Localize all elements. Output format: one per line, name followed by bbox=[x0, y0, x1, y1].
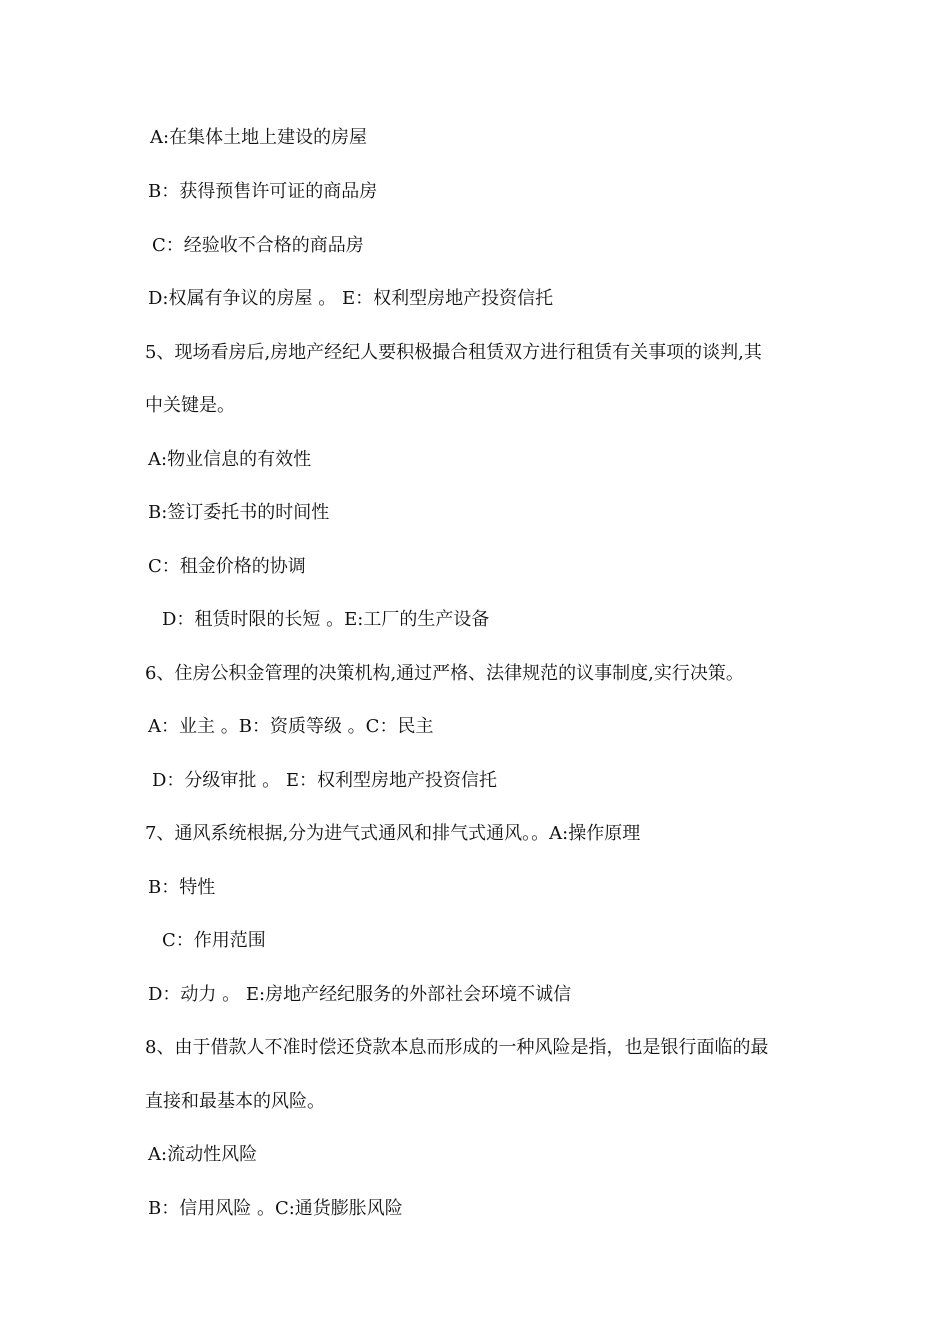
option-line: D：分级审批 。 E：权利型房地产投资信托 bbox=[152, 770, 498, 791]
option-line: D：动力 。 E:房地产经纪服务的外部社会环境不诚信 bbox=[148, 984, 572, 1005]
question-line: 5、现场看房后,房地产经纪人要积极撮合租赁双方进行租赁有关事项的谈判,其 bbox=[145, 342, 762, 363]
option-line: A:在集体土地上建设的房屋 bbox=[150, 127, 368, 148]
question-line: 直接和最基本的风险。 bbox=[145, 1091, 325, 1112]
option-line: B：信用风险 。C:通货膨胀风险 bbox=[148, 1198, 403, 1219]
option-line: C：作用范围 bbox=[162, 930, 266, 951]
question-line: 8、由于借款人不准时偿还贷款本息而形成的一种风险是指，也是银行面临的最 bbox=[145, 1037, 769, 1058]
option-line: C：租金价格的协调 bbox=[148, 556, 306, 577]
option-line: B：特性 bbox=[148, 877, 216, 898]
option-line: B：获得预售许可证的商品房 bbox=[148, 181, 378, 202]
option-line: D:权属有争议的房屋 。 E：权利型房地产投资信托 bbox=[148, 288, 554, 309]
option-line: A:物业信息的有效性 bbox=[148, 449, 312, 470]
question-line: 中关键是。 bbox=[145, 395, 235, 416]
option-line: D：租赁时限的长短 。E:工厂的生产设备 bbox=[162, 609, 490, 630]
option-line: C：经验收不合格的商品房 bbox=[152, 235, 364, 256]
question-line: 7、通风系统根据,分为进气式通风和排气式通风。。A:操作原理 bbox=[145, 823, 641, 844]
option-line: A:流动性风险 bbox=[148, 1144, 258, 1165]
option-line: A：业主 。B：资质等级 。C：民主 bbox=[148, 716, 434, 737]
question-line: 6、住房公积金管理的决策机构,通过严格、法律规范的议事制度,实行决策。 bbox=[145, 663, 744, 684]
option-line: B:签订委托书的时间性 bbox=[148, 502, 330, 523]
